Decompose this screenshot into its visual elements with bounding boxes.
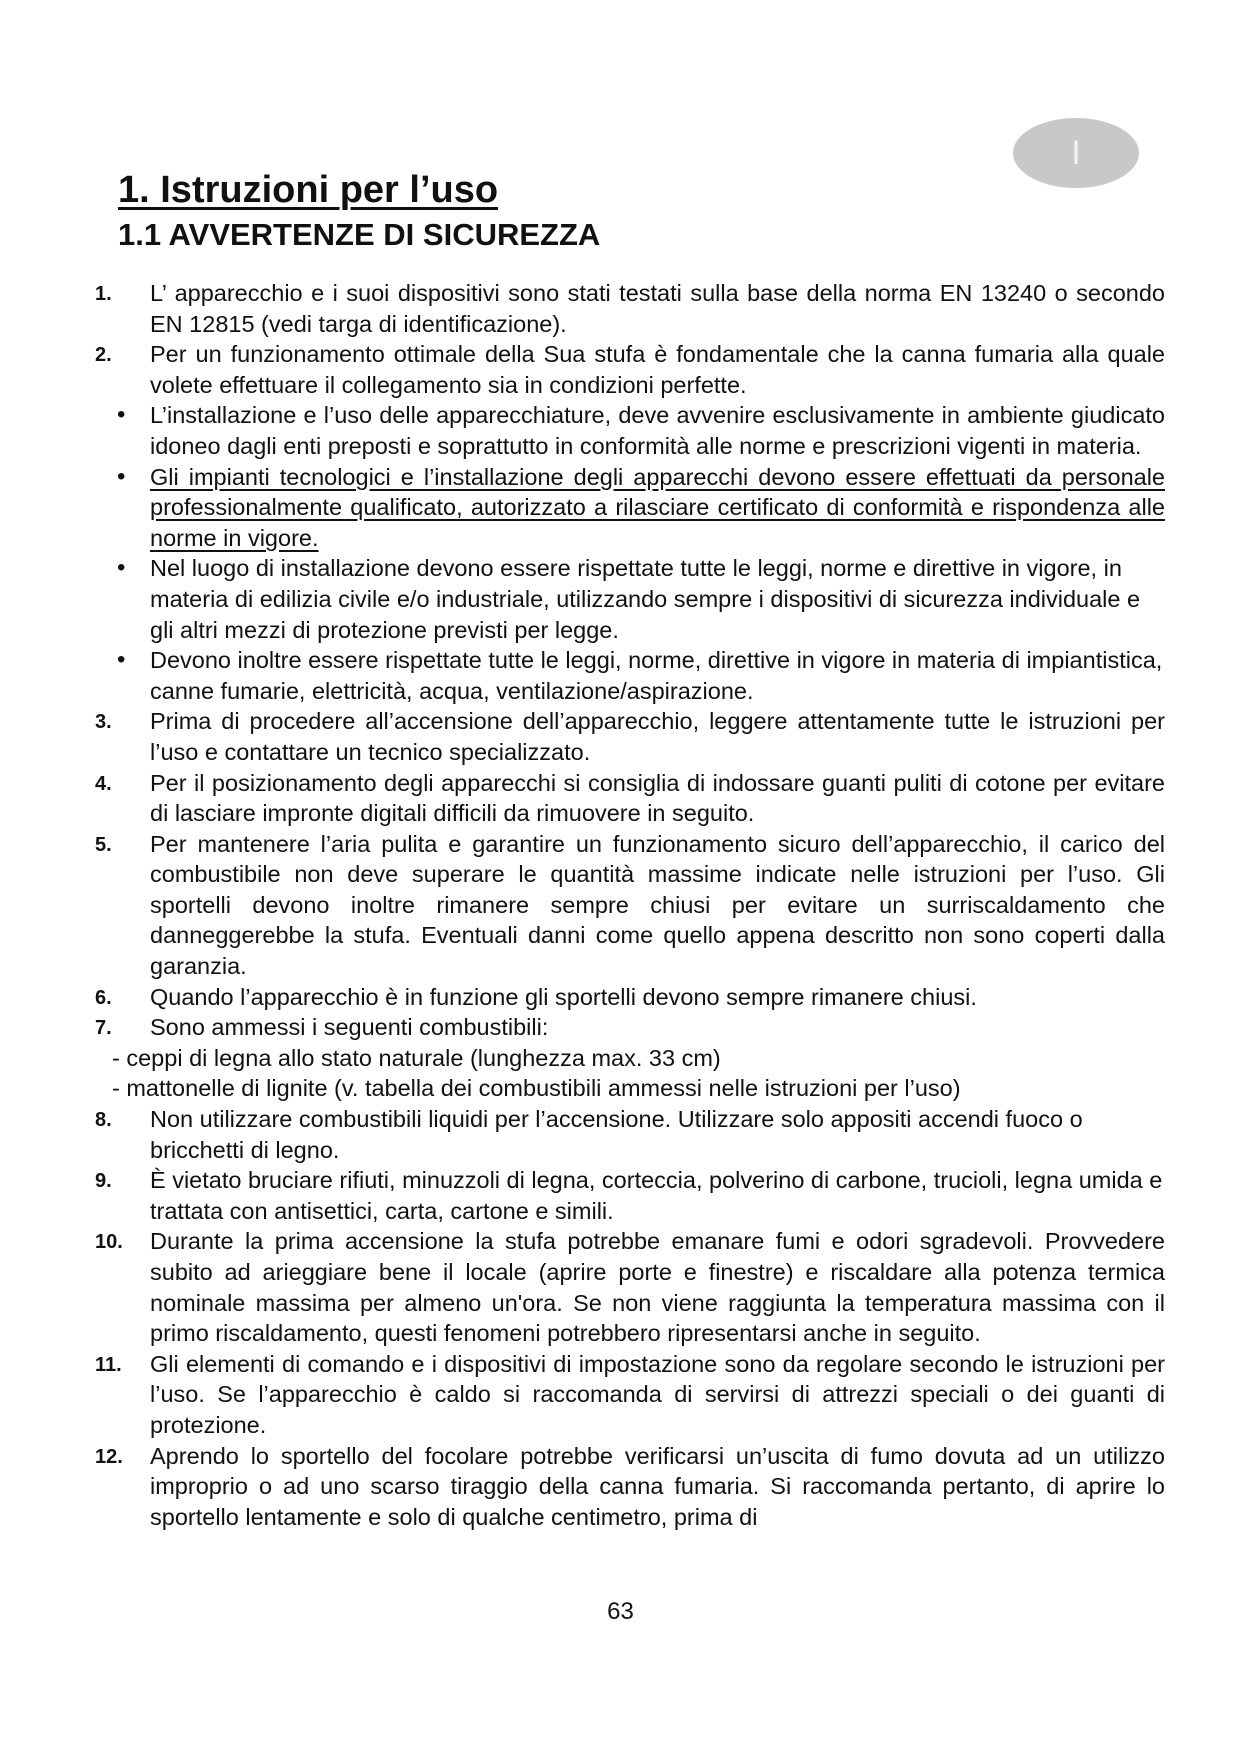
item-text: Per mantenere l’aria pulita e garantire un funzionamento sicuro dell’apparecchio, il carico del combustibile non deve superare le quantità massime indicate nelle istruzioni per l’uso. Gli sportelli devono inoltre rimanere sempre chiusi per evitare un surriscaldamento che danneggerebbe la stufa. Eventuali danni come quello appena descritto non sono coperti dalla garanzia. [150,830,1165,980]
item-text: Nel luogo di installazione devono essere rispettate tutte le leggi, norme e direttive in vigore, in materia di edilizia civile e/o industriale, utilizzando sempre i dispositivi di sicurezza individuale e gli altri mezzi di protezione previsti per legge. [150,555,1141,643]
item-number: 6. [95,986,112,1009]
item-number: 4. [95,772,112,795]
list-item [95,1165,1165,1226]
item-number: 12. [95,1445,123,1468]
item-text: È vietato bruciare rifiuti, minuzzoli di legna, corteccia, polverino di carbone, trucioli, legna umida e trattata con antisettici, carta, cartone e simili. [150,1167,1163,1224]
item-text: L’ apparecchio e i suoi dispositivi sono stati testati sulla base della norma EN 13240 o secondo EN 12815 (vedi targa di identificazione). [150,280,1165,337]
item-text: Gli elementi di comando e i dispositivi di impostazione sono da regolare secondo le istruzioni per l’uso. Se l’apparecchio è caldo si raccomanda di servirsi di attrezzi speciali o dei guanti di protezione. [150,1350,1165,1438]
item-text: Non utilizzare combustibili liquidi per l’accensione. Utilizzare solo appositi accendi fuoco o bricchetti di legno. [150,1106,1083,1163]
bullet-marker: • [117,401,126,429]
item-number: 10. [95,1231,123,1254]
item-text: Per il posizionamento degli apparecchi si consiglia di indossare guanti puliti di cotone per evitare di lasciare impronte digitali difficili da rimuovere in seguito. [150,769,1165,827]
bullet-item [95,645,1165,706]
safety-warnings-list [95,278,1165,1532]
item-number: 11. [95,1353,122,1376]
bullet-item [95,400,1165,461]
bullet-marker: • [117,462,126,490]
list-item [95,1012,1165,1043]
list-item [95,829,1165,982]
item-number: 5. [95,833,112,856]
item-text: Quando l’apparecchio è in funzione gli sportelli devono sempre rimanere chiusi. [150,983,977,1010]
language-badge-label: I [1071,133,1081,172]
list-item [95,1349,1165,1441]
fuel-subitem [95,1073,1165,1104]
item-text: Sono ammessi i seguenti combustibili: [150,1014,549,1041]
list-item [95,982,1165,1013]
list-item [95,1226,1165,1348]
item-number: 2. [95,344,112,367]
item-text: - ceppi di legna allo stato naturale (lunghezza max. 33 cm) [112,1044,721,1071]
list-item [95,1441,1165,1533]
item-number: 9. [95,1170,112,1193]
item-number: 7. [95,1017,112,1040]
item-text: L’installazione e l’uso delle apparecchiature, deve avvenire esclusivamente in ambiente giudicato idoneo dagli enti preposti e soprattutto in conformità alle norme e prescrizioni vigenti in materia. [150,402,1165,459]
section-title: 1.1 AVVERTENZE DI SICUREZZA [118,217,601,252]
item-text: Devono inoltre essere rispettate tutte le leggi, norme, direttive in vigore in materia di impiantistica, canne fumarie, elettricità, acqua, ventilazione/aspirazione. [150,647,1163,704]
item-number: 8. [95,1109,112,1132]
bullet-marker: • [117,646,126,674]
item-text: Aprendo lo sportello del focolare potrebbe verificarsi un’uscita di fumo dovuta ad un utilizzo improprio o ad uno scarso tiraggio della canna fumaria. Si raccomanda pertanto, di aprire lo sportello lentamente e solo di qualche centimetro, prima di [150,1442,1165,1530]
bullet-marker: • [117,554,126,582]
list-item [95,1104,1165,1165]
item-text: Durante la prima accensione la stufa potrebbe emanare fumi e odori sgradevoli. Provvedere subito ad arieggiare bene il locale (aprire porte e finestre) e riscaldare alla potenza termica nominale massima per almeno un'ora. Se non viene raggiunta la temperatura massima con il primo riscaldamento, questi fenomeni potrebbero ripresentarsi anche in seguito. [150,1228,1165,1347]
item-text: - mattonelle di lignite (v. tabella dei combustibili ammessi nelle istruzioni per l’uso) [112,1075,961,1102]
item-text-underlined: Gli impianti tecnologici e l’installazione degli apparecchi devono essere effettuati da personale professionalmente qualificato, autorizzato a rilasciare certificato di conformità e rispondenza alle norme in vigore. [150,463,1165,551]
language-badge [1013,118,1139,188]
bullet-item [95,553,1165,645]
list-item [95,706,1165,767]
list-item [95,339,1165,400]
item-text: Per un funzionamento ottimale della Sua stufa è fondamentale che la canna fumaria alla quale volete effettuare il collegamento sia in condizioni perfette. [150,341,1165,398]
page-number: 63 [607,1598,634,1625]
item-number: 3. [95,711,112,734]
item-number: 1. [95,283,112,305]
item-text: Prima di procedere all’accensione dell’apparecchio, leggere attentamente tutte le istruzioni per l’uso e contattare un tecnico specializzato. [150,708,1165,765]
fuel-subitem [95,1043,1165,1074]
list-item [95,768,1165,829]
list-item [95,278,1165,339]
bullet-item [95,462,1165,554]
page-title: 1. Istruzioni per l’uso [118,169,499,211]
